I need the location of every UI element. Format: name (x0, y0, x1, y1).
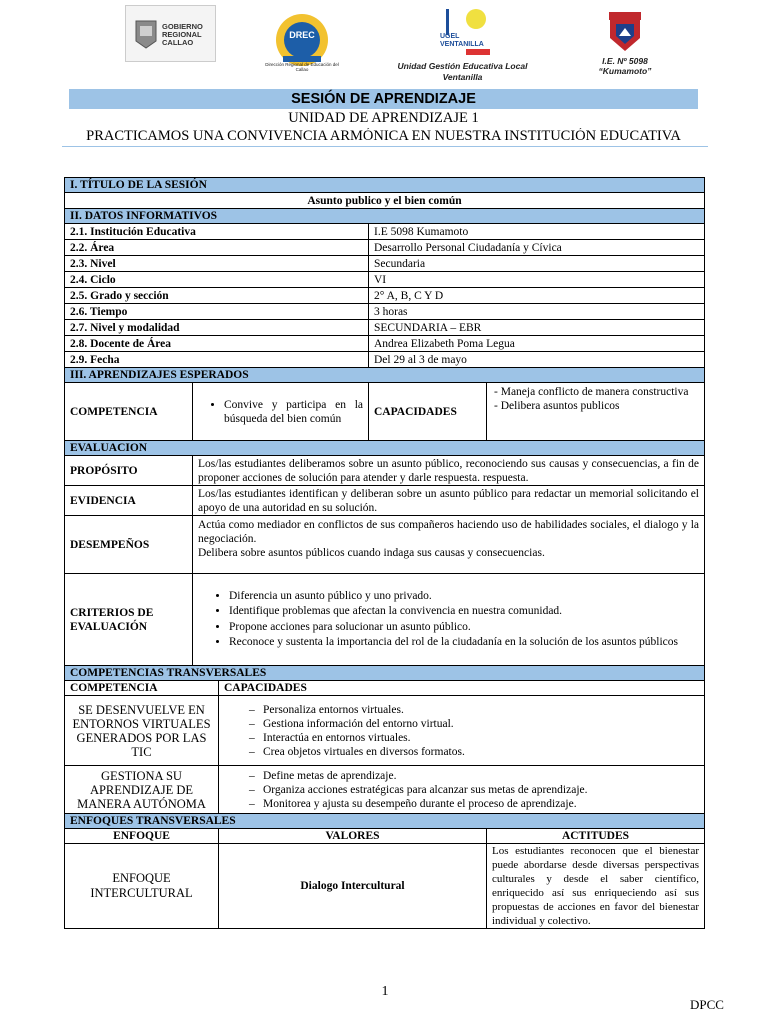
evaluacion-header: EVALUACION (65, 441, 705, 456)
drec-text: DREC (289, 30, 315, 40)
info-value: 3 horas (369, 304, 705, 320)
info-label: 2.1. Institución Educativa (65, 224, 369, 240)
table-row (65, 224, 705, 240)
desempeno-text: Actúa como mediador en conflictos de sus compañeros haciendo uso de habilidades sociales, el dialogo y la negociación. (198, 519, 699, 545)
info-value: SECUNDARIA – EBR (369, 320, 705, 336)
enfoques-header: ENFOQUES TRANSVERSALES (65, 814, 705, 829)
transversales-col-capacidades: CAPACIDADES (219, 681, 705, 696)
table-row (65, 320, 705, 336)
capacidades-label: CAPACIDADES (369, 383, 487, 441)
enfoques-col-actitudes: ACTITUDES (487, 829, 705, 844)
info-value: Del 29 al 3 de mayo (369, 352, 705, 368)
section2-header: II. DATOS INFORMATIVOS (65, 209, 705, 224)
ie-caption (580, 56, 670, 76)
criterios-label-line2: EVALUACIÓN (70, 620, 148, 633)
desempenos-label: DESEMPEÑOS (65, 516, 193, 574)
table-row (65, 352, 705, 368)
gestiona-capacidades-cell (219, 766, 705, 814)
table-row (65, 336, 705, 352)
info-value: Desarrollo Personal Ciudadanía y Cívica (369, 240, 705, 256)
tic-capacidad-item: – Personaliza entornos virtuales. (249, 703, 699, 717)
capacidad-text: Maneja conflicto de manera constructiva (500, 386, 689, 398)
table-row (65, 193, 705, 209)
info-label: 2.8. Docente de Área (65, 336, 369, 352)
table-row (65, 240, 705, 256)
tic-capacidad-item: – Gestiona información del entorno virtual. (249, 717, 699, 731)
desempeno-text: Delibera sobre asuntos públicos cuando indaga sus causas y consecuencias. (198, 547, 545, 559)
transversales-col-competencia: COMPETENCIA (65, 681, 219, 696)
section3-header: III. APRENDIZAJES ESPERADOS (65, 368, 705, 383)
table-row (65, 383, 705, 441)
ugel-caption-line2: Ventanilla (442, 72, 483, 82)
page-title: SESIÓN DE APRENDIZAJE (69, 89, 698, 109)
capacidad-text: Delibera asuntos publicos (500, 400, 620, 412)
table-row (65, 681, 705, 696)
criterio-item: • Propone acciones para solucionar un asunto público. (229, 620, 699, 636)
tic-competencia: SE DESENVUELVE EN ENTORNOS VIRTUALES GENERADOS POR LAS TIC (65, 696, 219, 766)
criterio-item: • Diferencia un asunto público y uno privado. (229, 589, 699, 605)
section-header (65, 368, 705, 383)
section-header (65, 814, 705, 829)
tic-capacidad-item: – Interactúa en entornos virtuales. (249, 731, 699, 745)
info-value: Secundaria (369, 256, 705, 272)
ugel-logo (436, 5, 496, 57)
table-row (65, 516, 705, 574)
capacidades-cell (487, 383, 705, 441)
tic-capacidad-item: – Crea objetos virtuales en diversos formatos. (249, 745, 699, 759)
page-number: 1 (381, 984, 389, 999)
drec-subtitle: Dirección Regional de Educación del Callao (265, 62, 339, 72)
info-label: 2.4. Ciclo (65, 272, 369, 288)
gestiona-capacidad-item: – Organiza acciones estratégicas para alcanzar sus metas de aprendizaje. (249, 783, 699, 797)
proposito-label: PROPÓSITO (65, 456, 193, 486)
tic-capacidades-cell (219, 696, 705, 766)
proposito-value: Los/las estudiantes deliberamos sobre un asunto público, reconociendo sus causas y consecuencias, a fin de proponer acciones de solución para atender y darle respuesta. respuesta. (193, 456, 705, 486)
ugel-text: UGEL VENTANILLA (440, 33, 484, 48)
table-row (65, 574, 705, 666)
info-label: 2.7. Nivel y modalidad (65, 320, 369, 336)
gobierno-regional-text: GOBIERNO REGIONAL CALLAO (162, 22, 203, 47)
section-header (65, 441, 705, 456)
actitud-value: Los estudiantes reconocen que el bienestar puede abordarse desde diversas perspectivas culturales y desde el saber científico, enriquecido así sus enriqueciendo así sus propuestas de acciones en favor del bienestar individual y colectivo. (487, 844, 705, 929)
info-label: 2.2. Área (65, 240, 369, 256)
section-header (65, 178, 705, 193)
section-header (65, 666, 705, 681)
ugel-logo-icon (436, 5, 496, 57)
session-title-value: Asunto publico y el bien común (65, 193, 705, 209)
info-label: 2.9. Fecha (65, 352, 369, 368)
criterios-label-line1: CRITERIOS DE (70, 606, 154, 619)
ie-caption-line1: I.E. Nº 5098 (602, 56, 648, 66)
gestiona-capacidad-item: – Monitorea y ajusta su desempeño durante el proceso de aprendizaje. (249, 797, 699, 811)
ugel-caption-line1: Unidad Gestión Educativa Local (397, 61, 528, 71)
competencia-cell (193, 383, 369, 441)
capacidad-item: - Maneja conflicto de manera constructiva (494, 386, 689, 398)
table-row (65, 696, 705, 766)
evidencia-label: EVIDENCIA (65, 486, 193, 516)
section1-header: I. TÍTULO DE LA SESIÓN (65, 178, 705, 193)
ugel-caption (385, 61, 540, 83)
ie-caption-line2: “Kumamoto” (598, 66, 652, 76)
criterios-label (65, 574, 193, 666)
transversales-header: COMPETENCIAS TRANSVERSALES (65, 666, 705, 681)
enfoque-value: ENFOQUE INTERCULTURAL (65, 844, 219, 929)
info-label: 2.3. Nivel (65, 256, 369, 272)
criterios-cell (193, 574, 705, 666)
enfoques-col-enfoque: ENFOQUE (65, 829, 219, 844)
table-row (65, 288, 705, 304)
info-value: I.E 5098 Kumamoto (369, 224, 705, 240)
table-row (65, 256, 705, 272)
competencia-label: COMPETENCIA (65, 383, 193, 441)
gestiona-capacidad-item: – Define metas de aprendizaje. (249, 769, 699, 783)
table-row (65, 272, 705, 288)
session-table (64, 177, 705, 929)
ie-kumamoto-logo (609, 12, 641, 52)
table-row (65, 304, 705, 320)
criterio-item: • Identifique problemas que afectan la convivencia en nuestra comunidad. (229, 604, 699, 620)
table-row (65, 486, 705, 516)
table-row (65, 829, 705, 844)
ie-shield-icon (609, 12, 641, 52)
valor-value: Dialogo Intercultural (219, 844, 487, 929)
evidencia-value: Los/las estudiantes identifican y deliberan sobre un asunto público para redactar un memorial solicitando el apoyo de una autoridad en su solución. (193, 486, 705, 516)
info-value: 2° A, B, C Y D (369, 288, 705, 304)
info-label: 2.6. Tiempo (65, 304, 369, 320)
table-row (65, 456, 705, 486)
unidad-title: UNIDAD DE APRENDIZAJE 1 (288, 110, 479, 126)
competencia-value: • Convive y participa en la búsqueda del bien común (224, 398, 363, 426)
info-value: Andrea Elizabeth Poma Legua (369, 336, 705, 352)
section-header (65, 209, 705, 224)
gestiona-competencia: GESTIONA SU APRENDIZAJE DE MANERA AUTÓNOMA (65, 766, 219, 814)
info-label: 2.5. Grado y sección (65, 288, 369, 304)
info-value: VI (369, 272, 705, 288)
criterio-item: • Reconoce y sustenta la importancia del rol de la ciudadanía en la solución de los asuntos públicos (229, 635, 699, 651)
table-row (65, 844, 705, 929)
enfoques-col-valores: VALORES (219, 829, 487, 844)
drec-logo (263, 10, 341, 74)
gobierno-regional-logo (125, 5, 216, 62)
unit-subtitle: PRACTICAMOS UNA CONVIVENCIA ARMÓNICA EN NUESTRA INSTITUCIÓN EDUCATIVA (86, 128, 681, 144)
desempenos-cell (193, 516, 705, 574)
course-code: DPCC (690, 997, 724, 1012)
title-separator (62, 146, 708, 147)
capacidad-item: - Delibera asuntos publicos (494, 400, 620, 412)
table-row (65, 766, 705, 814)
